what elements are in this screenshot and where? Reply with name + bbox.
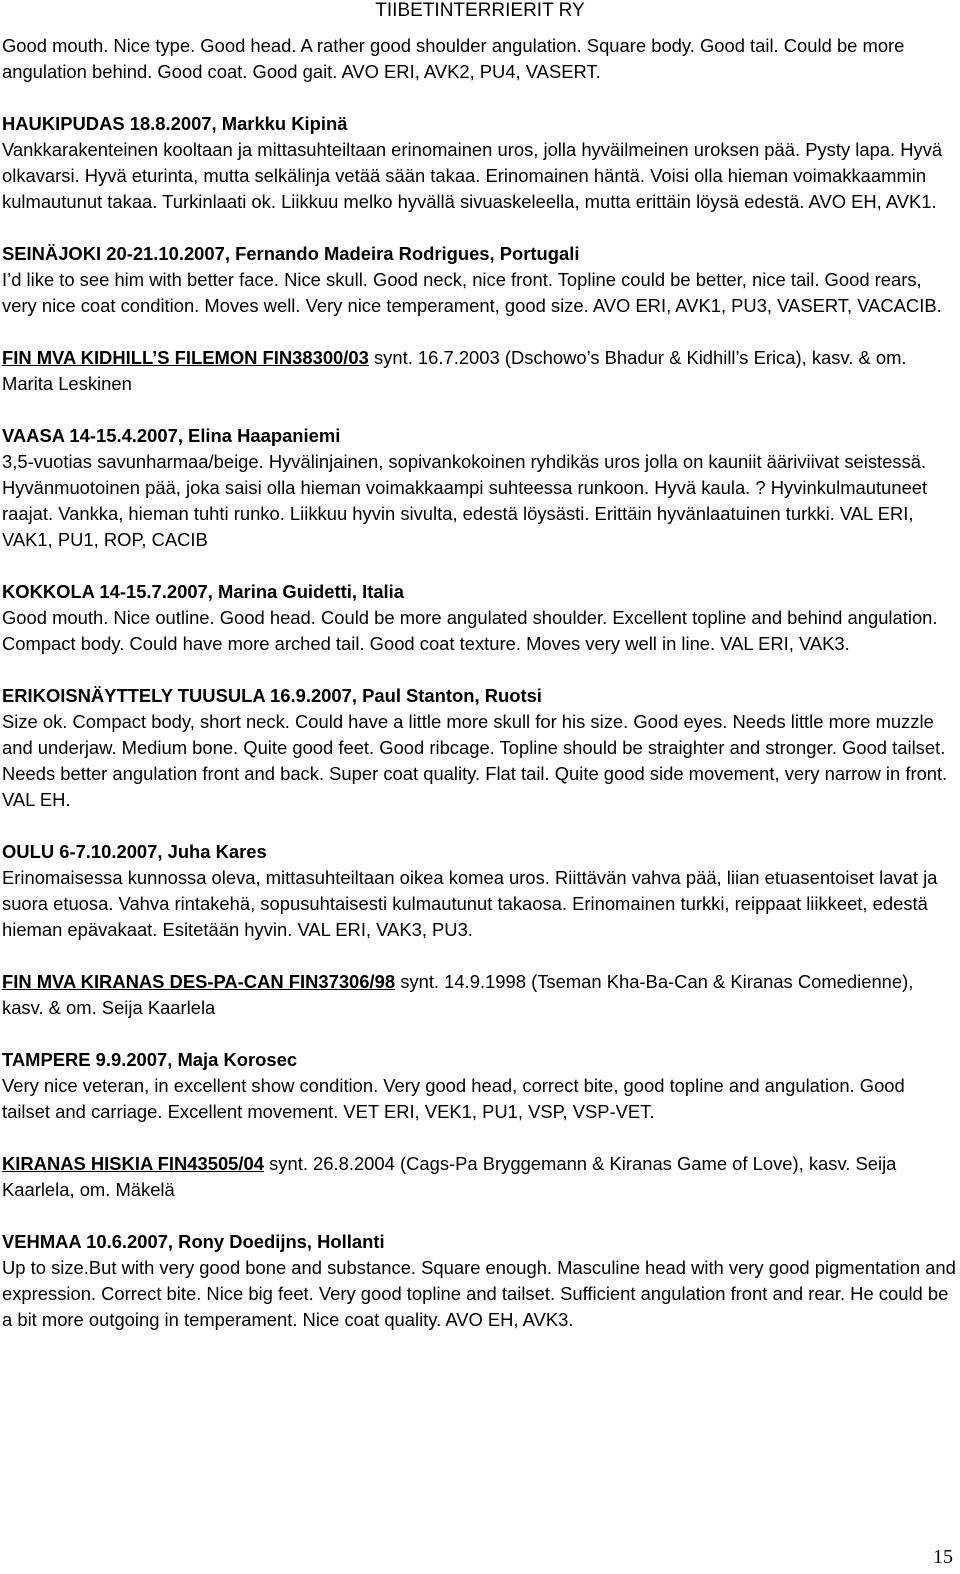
show-result-block xyxy=(2,1229,957,1333)
document-body xyxy=(2,33,957,1359)
critique-text: Good mouth. Nice outline. Good head. Could be more angulated shoulder. Excellent topline and behind angulation. Compact body. Could have more arched tail. Good coat texture. Moves very well in line. VAL ERI, VAK3. xyxy=(2,607,938,654)
header-title: TIIBETINTERRIERIT RY xyxy=(375,0,585,21)
critique-text: Up to size.But with very good bone and substance. Square enough. Masculine head with very good pigmentation and expression. Correct bite. Nice big feet. Very good topline and tailset. Sufficient angulation front and rear. He could be a bit more outgoing in temperament. Nice coat quality. AVO EH, AVK3. xyxy=(2,1257,956,1330)
show-title: TAMPERE 9.9.2007, Maja Korosec xyxy=(2,1049,298,1070)
dog-entry xyxy=(2,345,957,397)
page-number: 15 xyxy=(933,1546,953,1568)
show-title: OULU 6-7.10.2007, Juha Kares xyxy=(2,841,267,862)
critique-block xyxy=(2,33,957,85)
dog-details: synt. 14.9.1998 (Tseman Kha-Ba-Can & Kiranas Comedienne), kasv. & om. Seija Kaarlela xyxy=(2,971,914,1018)
critique-text: Erinomaisessa kunnossa oleva, mittasuhteiltaan oikea komea uros. Riittävän vahva pää, liian etuasentoiset lavat ja suora etuosa. Vahva rintakehä, sopusuhtaisesti kulmautunut takaosa. Erinomainen turkki, reippaat liikkeet, edestä hieman epävakaat. Esitetään hyvin. VAL ERI, VAK3, PU3. xyxy=(2,867,938,940)
critique-text: Very nice veteran, in excellent show condition. Very good head, correct bite, good topline and angulation. Good tailset and carriage. Excellent movement. VET ERI, VEK1, PU1, VSP, VSP-VET. xyxy=(2,1075,905,1122)
dog-entry xyxy=(2,969,957,1021)
show-result-block xyxy=(2,579,957,657)
dog-details: synt. 16.7.2003 (Dschowo’s Bhadur & Kidhill’s Erica), kasv. & om. Marita Leskinen xyxy=(2,347,907,394)
show-result-block xyxy=(2,839,957,943)
dog-info xyxy=(2,969,957,1021)
critique-text: I’d like to see him with better face. Nice skull. Good neck, nice front. Topline could be better, nice tail. Good rears, very nice coat condition. Moves well. Very nice temperament, good size. AVO ERI, AVK1, PU3, VASERT, VACACIB. xyxy=(2,269,942,316)
show-result-block xyxy=(2,423,957,553)
dog-name: KIRANAS HISKIA FIN43505/04 xyxy=(2,1153,264,1174)
show-title: HAUKIPUDAS 18.8.2007, Markku Kipinä xyxy=(2,113,348,134)
dog-name: FIN MVA KIRANAS DES-PA-CAN FIN37306/98 xyxy=(2,971,396,992)
show-title: SEINÄJOKI 20-21.10.2007, Fernando Madeira Rodrigues, Portugali xyxy=(2,243,580,264)
dog-info xyxy=(2,345,957,397)
document-header xyxy=(0,0,960,22)
show-title: VEHMAA 10.6.2007, Rony Doedijns, Hollanti xyxy=(2,1231,385,1252)
critique-text: Vankkarakenteinen kooltaan ja mittasuhteiltaan erinomainen uros, jolla hyväilmeinen uroksen pää. Pysty lapa. Hyvä olkavarsi. Hyvä eturinta, mutta selkälinja vetää sään takaa. Erinomainen häntä. Voisi olla hieman voimakkaammin kulmautunut takaa. Turkinlaati ok. Liikkuu melko hyvällä sivuaskeleella, mutta erittäin löysä edestä. AVO EH, AVK1. xyxy=(2,139,943,212)
dog-details: synt. 26.8.2004 (Cags-Pa Bryggemann & Kiranas Game of Love), kasv. Seija Kaarlela, om. Mäkelä xyxy=(2,1153,897,1200)
dog-name: FIN MVA KIDHILL’S FILEMON FIN38300/03 xyxy=(2,347,369,368)
show-result-block xyxy=(2,1047,957,1125)
show-result-block xyxy=(2,111,957,215)
dog-entry xyxy=(2,1151,957,1203)
show-title: VAASA 14-15.4.2007, Elina Haapaniemi xyxy=(2,425,341,446)
critique-text: 3,5-vuotias savunharmaa/beige. Hyvälinjainen, sopivankokoinen ryhdikäs uros jolla on kauniit ääriviivat seistessä. Hyvänmuotoinen pää, joka saisi olla hieman voimakkaampi suhteessa runkoon. Hyvä kaula. ? Hyvinkulmautuneet raajat. Vankka, hieman tuhti runko. Liikkuu hyvin sivulta, edestä löysästi. Erittäin hyvänlaatuinen turkki. VAL ERI, VAK1, PU1, ROP, CACIB xyxy=(2,451,928,550)
show-result-block xyxy=(2,683,957,813)
show-title: KOKKOLA 14-15.7.2007, Marina Guidetti, Italia xyxy=(2,581,404,602)
critique-text: Good mouth. Nice type. Good head. A rather good shoulder angulation. Square body. Good tail. Could be more angulation behind. Good coat. Good gait. AVO ERI, AVK2, PU4, VASERT. xyxy=(2,35,905,82)
dog-info xyxy=(2,1151,957,1203)
show-result-block xyxy=(2,241,957,319)
show-title: ERIKOISNÄYTTELY TUUSULA 16.9.2007, Paul Stanton, Ruotsi xyxy=(2,685,542,706)
critique-text: Size ok. Compact body, short neck. Could have a little more skull for his size. Good eyes. Needs little more muzzle and underjaw. Medium bone. Quite good feet. Good ribcage. Topline should be straighter and stronger. Good tailset. Needs better angulation front and back. Super coat quality. Flat tail. Quite good side movement, very narrow in front. VAL EH. xyxy=(2,711,948,810)
